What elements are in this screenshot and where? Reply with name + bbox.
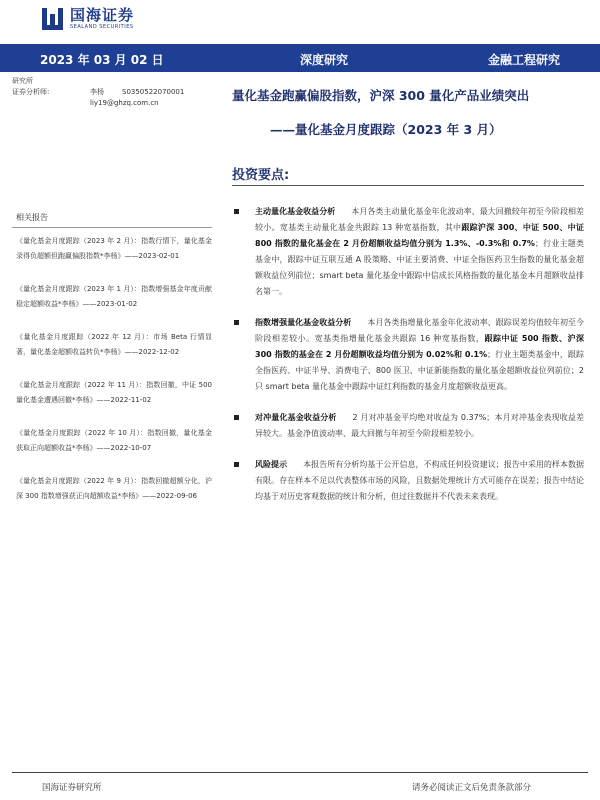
analyst-cert-number: S0350522070001: [122, 88, 185, 96]
key-point-heading: 风险提示: [255, 460, 288, 469]
key-point-text: 本报告所有分析均基于公开信息，不构成任何投资建议；报告中采用的样本数据有限。存在样本不足以代表整体市场的风险，且数据处理统计方式可能存在误差；报告中结论均基于对历史客观数据的统计和分析，但过往数据并不代表未来表现。: [255, 460, 585, 501]
footer-institute: 国海证券研究所: [42, 783, 102, 793]
key-points-list: [232, 204, 584, 520]
key-point-highlight: 跟踪沪深 300、中证 500、中证 800 指数的量化基金在 2 月份超额收益均值分别为 1.3%、-0.3%和 0.7%: [255, 223, 585, 248]
related-report-item[interactable]: 《量化基金月度跟踪（2022 年 9 月）：指数回撤超额分化，沪深 300 指数增强获正向超额收益*李杨》——2022-09-06: [16, 477, 212, 500]
footer-divider: [12, 772, 588, 773]
key-points-divider: [232, 185, 584, 186]
report-type: 深度研究: [300, 53, 349, 67]
bullet-square-icon: [234, 320, 239, 325]
report-category: 金融工程研究: [488, 53, 561, 67]
institute-label: 研究所: [12, 77, 33, 85]
header-band: [0, 44, 600, 72]
related-reports-divider: [12, 227, 212, 228]
key-point-index-enhanced: [232, 315, 584, 395]
report-title: 量化基金跑赢偏股指数，沪深 300 量化产品业绩突出: [232, 88, 530, 103]
analyst-name: 李杨: [90, 88, 104, 96]
key-point-risk: [232, 457, 584, 505]
key-point-hedge: [232, 410, 584, 442]
bullet-square-icon: [234, 415, 239, 420]
key-point-active-quant: [232, 204, 584, 300]
key-point-heading: 对冲量化基金收益分析: [255, 413, 337, 422]
key-point-text: ；行业主题类基金中，跟踪全指医药、中证半导、消费电子、800 医卫、中证新能指数的量化基金超额收益位列前位；2 只 smart beta 量化基金中跟踪中证红利指数的基金月度超额收益更高。: [255, 350, 584, 391]
key-points-heading: 投资要点:: [232, 168, 290, 183]
bullet-square-icon: [234, 462, 239, 467]
key-point-text: 本月各类主动量化基金年化波动率、最大回撤较年初至今阶段相差较小。宽基类主动量化基金共跟踪 13 种宽基指数，其中: [255, 207, 585, 232]
report-date: 2023 年 03 月 02 日: [40, 53, 164, 67]
key-point-text: 本月各类指增量化基金年化波动率、跟踪误差均值较年初至今阶段相差较小。宽基类指增量化基金共跟踪 16 种宽基指数，: [255, 318, 585, 343]
analyst-role-label: 证券分析师:: [12, 88, 50, 96]
logo-name: 国海证券: [70, 6, 135, 24]
company-logo: [42, 6, 134, 32]
footer-disclaimer: 请务必阅读正文后免责条款部分: [412, 783, 532, 793]
bullet-square-icon: [234, 209, 239, 214]
key-point-text: 2 月对冲基金平均绝对收益为 0.37%；本月对冲基金表现收益差异较大。基金净值波动率、最大回撤与年初至今阶段相差较小。: [255, 413, 584, 438]
related-report-item[interactable]: 《量化基金月度跟踪（2023 年 1 月）：指数增强基金年度贡献稳定超额收益*李杨》——2023-01-02: [16, 285, 212, 308]
related-report-item[interactable]: 《量化基金月度跟踪（2022 年 11 月）：指数回撤，中证 500 量化基金遭遇回撤*李杨》——2022-11-02: [16, 381, 212, 404]
related-reports-heading: 相关报告: [16, 213, 48, 222]
key-point-text: ；行业主题类基金中，跟踪中证互联互通 A 股策略、中证主要消费、中证全指医药卫生指数的量化基金超额收益位列前位；smart beta 量化基金中跟踪中信成长风格指数的量化基金本月超额收益排名第一。: [255, 239, 585, 296]
related-report-item[interactable]: 《量化基金月度跟踪（2023 年 2 月）：指数行情下，量化基金录得负超额但跑赢偏股指数*李杨》——2023-02-01: [16, 237, 212, 260]
key-point-highlight: 跟踪中证 500 指数、沪深 300 指数的基金在 2 月份超额收益均值分别为 0.02%和 0.1%: [255, 334, 584, 359]
analyst-email: liy19@ghzq.com.cn: [90, 99, 159, 107]
key-point-heading: 指数增强量化基金收益分析: [255, 318, 352, 327]
logo-mark-icon: [42, 8, 64, 30]
related-reports-list: [16, 234, 212, 522]
report-subtitle: ——量化基金月度跟踪（2023 年 3 月）: [270, 122, 502, 137]
key-point-heading: 主动量化基金收益分析: [255, 207, 336, 216]
logo-english-name: SEALAND SECURITIES: [70, 24, 134, 30]
related-report-item[interactable]: 《量化基金月度跟踪（2022 年 12 月）：市场 Beta 行情显著，量化基金超额收益转负*李杨》——2022-12-02: [16, 333, 212, 356]
related-report-item[interactable]: 《量化基金月度跟踪（2022 年 10 月）：指数回撤，量化基金获取正向超额收益*李杨》——2022-10-07: [16, 429, 212, 452]
